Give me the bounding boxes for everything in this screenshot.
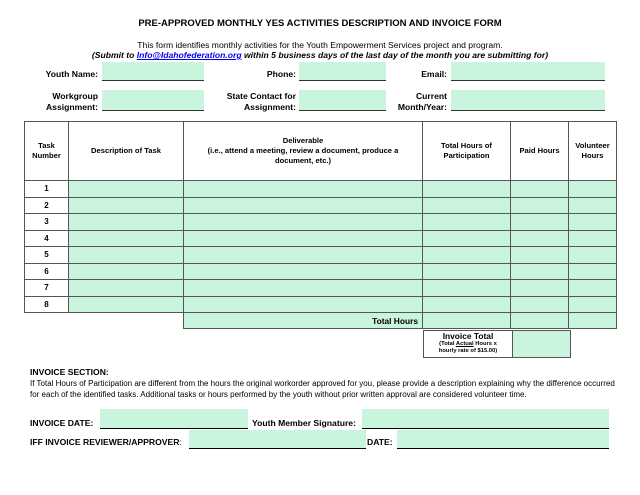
task-rows xyxy=(25,181,617,313)
deliverable-cell[interactable] xyxy=(184,230,423,247)
col-total-hours-line2: Participation xyxy=(443,151,490,160)
paid-hours-cell[interactable] xyxy=(511,263,569,280)
reviewer-label-colon: : xyxy=(179,437,182,447)
paid-hours-cell[interactable] xyxy=(511,247,569,264)
state-contact-field[interactable] xyxy=(299,90,386,111)
total-hours-cell[interactable] xyxy=(423,247,511,264)
col-deliverable xyxy=(184,122,423,181)
description-cell[interactable] xyxy=(69,230,184,247)
table-row xyxy=(25,280,617,297)
current-month-label-line2: Month/Year: xyxy=(397,102,447,112)
volunteer-hours-cell[interactable] xyxy=(569,181,617,198)
task-number: 6 xyxy=(25,263,69,280)
col-task-number-line1: Task xyxy=(38,141,55,150)
total-volunteer-hours-field[interactable] xyxy=(569,313,617,329)
volunteer-hours-cell[interactable] xyxy=(569,263,617,280)
email-label: Email: xyxy=(421,69,447,79)
email-field[interactable] xyxy=(451,62,605,81)
volunteer-hours-cell[interactable] xyxy=(569,230,617,247)
youth-name-field[interactable] xyxy=(102,62,204,81)
total-paid-hours-field[interactable] xyxy=(511,313,569,329)
invoice-note-suffix: Hours x xyxy=(473,341,497,347)
deliverable-cell[interactable] xyxy=(184,263,423,280)
volunteer-hours-cell[interactable] xyxy=(569,247,617,264)
table-row xyxy=(25,247,617,264)
total-hours-cell[interactable] xyxy=(423,296,511,313)
reviewer-date-field[interactable] xyxy=(397,430,609,449)
col-deliverable-line2: (i.e., attend a meeting, review a document, produce a xyxy=(207,146,399,155)
task-number: 8 xyxy=(25,296,69,313)
workgroup-label-line2: Assignment: xyxy=(45,102,98,112)
total-hours-cell[interactable] xyxy=(423,230,511,247)
invoice-date-field[interactable] xyxy=(100,409,248,429)
reviewer-date-label: DATE: xyxy=(367,437,393,447)
invoice-total-label: Invoice Total xyxy=(442,331,494,341)
submit-suffix: within 5 business days of the last day of the month you are submitting for) xyxy=(241,50,549,60)
youth-signature-label: Youth Member Signature: xyxy=(252,418,356,428)
table-row xyxy=(25,197,617,214)
total-hours-field[interactable] xyxy=(423,313,511,329)
col-task-number-line2: Number xyxy=(32,151,61,160)
deliverable-cell[interactable] xyxy=(184,181,423,198)
description-cell[interactable] xyxy=(69,280,184,297)
paid-hours-cell[interactable] xyxy=(511,296,569,313)
total-hours-row xyxy=(25,313,617,329)
description-cell[interactable] xyxy=(69,181,184,198)
table-row xyxy=(25,214,617,231)
invoice-section-title: INVOICE SECTION: xyxy=(30,367,109,377)
deliverable-cell[interactable] xyxy=(184,214,423,231)
total-hours-label: Total Hours xyxy=(184,313,423,329)
state-contact-label xyxy=(210,91,296,113)
reviewer-field[interactable] xyxy=(189,430,366,449)
table-header-row xyxy=(25,122,617,181)
phone-label: Phone: xyxy=(266,69,296,79)
form-title: PRE-APPROVED MONTHLY YES ACTIVITIES DESCRIPTION AND INVOICE FORM xyxy=(138,18,502,29)
submit-instructions xyxy=(0,50,640,60)
deliverable-cell[interactable] xyxy=(184,296,423,313)
invoice-section-text: If Total Hours of Participation are different from the hours the original workorder approved for you, please provide a description explaining why the difference occurred for each of the identified tasks. Additional tasks or hours performed by the youth without prior written approval are considered volunteer time. xyxy=(30,379,615,399)
paid-hours-cell[interactable] xyxy=(511,280,569,297)
description-cell[interactable] xyxy=(69,247,184,264)
task-number: 4 xyxy=(25,230,69,247)
task-number: 3 xyxy=(25,214,69,231)
table-row xyxy=(25,263,617,280)
col-task-number xyxy=(25,122,69,181)
total-hours-cell[interactable] xyxy=(423,214,511,231)
total-hours-cell[interactable] xyxy=(423,263,511,280)
paid-hours-cell[interactable] xyxy=(511,197,569,214)
table-row xyxy=(25,230,617,247)
table-row xyxy=(25,181,617,198)
youth-name-label: Youth Name: xyxy=(45,69,98,79)
description-cell[interactable] xyxy=(69,263,184,280)
total-hours-cell[interactable] xyxy=(423,197,511,214)
current-month-label xyxy=(390,91,447,113)
total-row-blank-1 xyxy=(25,313,69,329)
current-month-field[interactable] xyxy=(451,90,605,111)
invoice-note-actual: Actual xyxy=(455,341,474,347)
task-number: 5 xyxy=(25,247,69,264)
col-volunteer-line2: Hours xyxy=(581,151,604,160)
volunteer-hours-cell[interactable] xyxy=(569,296,617,313)
col-volunteer-line1: Volunteer xyxy=(575,141,610,150)
state-contact-label-line1: State Contact for xyxy=(226,91,296,101)
invoice-total-field[interactable] xyxy=(512,330,571,358)
invoice-date-label: INVOICE DATE: xyxy=(30,418,94,428)
task-number: 2 xyxy=(25,197,69,214)
volunteer-hours-cell[interactable] xyxy=(569,214,617,231)
total-hours-cell[interactable] xyxy=(423,181,511,198)
total-row-blank-2 xyxy=(69,313,184,329)
col-paid-hours: Paid Hours xyxy=(511,122,569,181)
col-deliverable-line1: Deliverable xyxy=(282,136,324,145)
deliverable-cell[interactable] xyxy=(184,280,423,297)
table-row xyxy=(25,296,617,313)
deliverable-cell[interactable] xyxy=(184,247,423,264)
description-cell[interactable] xyxy=(69,296,184,313)
workgroup-field[interactable] xyxy=(102,90,204,111)
description-cell[interactable] xyxy=(69,214,184,231)
workgroup-label-line1: Workgroup xyxy=(52,91,98,101)
paid-hours-cell[interactable] xyxy=(511,230,569,247)
reviewer-label-text: IFF INVOICE REVIEWER/APPROVER xyxy=(30,437,180,447)
invoice-note-prefix: (Total xyxy=(439,341,456,347)
invoice-total-label-box xyxy=(423,330,513,358)
task-number: 1 xyxy=(25,181,69,198)
task-table xyxy=(24,121,617,329)
paid-hours-cell[interactable] xyxy=(511,214,569,231)
invoice-total-note xyxy=(424,341,512,355)
submit-prefix: (Submit to xyxy=(91,50,137,60)
volunteer-hours-cell[interactable] xyxy=(569,197,617,214)
current-month-label-line1: Current xyxy=(415,91,447,101)
task-number: 7 xyxy=(25,280,69,297)
youth-signature-field[interactable] xyxy=(362,409,609,429)
col-volunteer-hours xyxy=(569,122,617,181)
col-deliverable-line3: document, etc.) xyxy=(274,156,332,165)
deliverable-cell[interactable] xyxy=(184,197,423,214)
phone-field[interactable] xyxy=(299,62,386,81)
workgroup-label xyxy=(20,91,98,113)
col-description: Description of Task xyxy=(69,122,184,181)
paid-hours-cell[interactable] xyxy=(511,181,569,198)
state-contact-label-line2: Assignment: xyxy=(243,102,296,112)
form-intro: This form identifies monthly activities for the Youth Empowerment Services project and program. xyxy=(137,40,503,50)
submit-email-link[interactable]: Info@Idahofederation.org xyxy=(136,50,242,60)
total-hours-cell[interactable] xyxy=(423,280,511,297)
col-total-hours xyxy=(423,122,511,181)
col-total-hours-line1: Total Hours of xyxy=(441,141,492,150)
description-cell[interactable] xyxy=(69,197,184,214)
reviewer-label xyxy=(30,437,182,447)
volunteer-hours-cell[interactable] xyxy=(569,280,617,297)
invoice-note-line2: hourly rate of $15.00) xyxy=(438,348,498,354)
